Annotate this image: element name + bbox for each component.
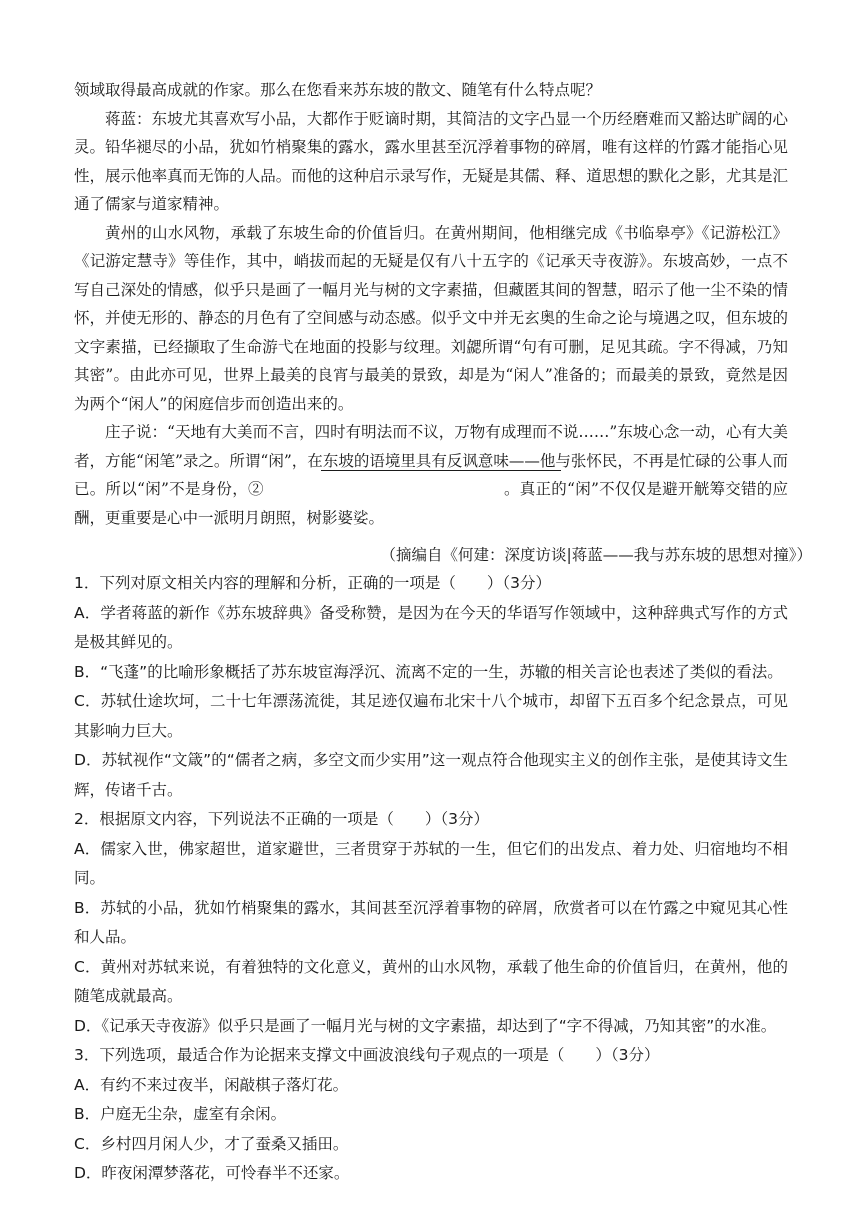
question-option: D．昨夜闲潭梦落花，可怜春半不还家。: [74, 1164, 350, 1182]
passage-paragraph: 领域取得最高成就的作家。那么在您看来苏东坡的散文、随笔有什么特点呢？: [74, 81, 602, 99]
question-option: C．乡村四月闲人少，才了蚕桑又插田。: [74, 1134, 349, 1153]
reading-passage: [74, 76, 788, 532]
passage-text: 庄子说：“天地有大美而不言，四时有明法而不议，万物有成理而不说……”东坡心念一动，心有大美者，方能“闲笔”录之。所谓“闲”，在东坡的语境里具有反讽意味——他与张怀民，不再是忙碌的公事人而已。所以“闲”不是身份，②: [74, 423, 788, 498]
question-option: A．学者蒋蓝的新作《苏东坡辞典》备受称赞，是因为在今天的华语写作领域中，这种辞典式写作的方式是极其鲜见的。: [74, 603, 788, 651]
answer-blank-line: [321, 470, 561, 471]
question-option: A．有约不来过夜半，闲敲棋子落灯花。: [74, 1075, 349, 1094]
passage-text: 。真正的“闲”不仅仅是避开觥筹交错的应酬，更重要是心中一派明月朗照，树影婆娑。: [74, 480, 788, 527]
passage-paragraph: 蒋蓝：东坡尤其喜欢写小品，大都作于贬谪时期，其简洁的文字凸显一个历经磨难而又豁达旷阔的心灵。铅华褪尽的小品，犹如竹梢聚集的露水，露水里甚至沉浮着事物的碎屑，唯有这样的竹露才能指心见性，展示他率真而无饰的人品。而他的这种启示录写作，无疑是其儒、释、道思想的默化之影，尤其是汇通了儒家与道家精神。: [74, 109, 788, 213]
question-list: [74, 569, 788, 1189]
passage-paragraph: 黄州的山水风物，承载了东坡生命的价值旨归。在黄州期间，他相继完成《书临皋亭》《记游松江》《记游定慧寺》等佳作，其中，峭拔而起的无疑是仅有八十五字的《记承天寺夜游》。东坡高妙，一点不写自己深处的情感，似乎只是画了一幅月光与树的文字素描，但藏匿其间的智慧，昭示了他一尘不染的情怀，并使无形的、静态的月色有了空间感与动态感。似乎文中并无玄奥的生命之论与境遇之叹，但东坡的文字素描，已经撷取了生命游弋在地面的投影与纹理。刘勰所谓“句有可删，足见其疏。字不得减，乃知其密”。由此亦可见，世界上最美的良宵与最美的景致，却是为“闲人”准备的；而最美的景致，竟然是因为两个“闲人”的闲庭信步而创造出来的。: [74, 223, 788, 413]
question-option: B．“飞蓬”的比喻形象概括了苏东坡宦海浮沉、流离不定的一生，苏辙的相关言论也表述了类似的看法。: [74, 662, 783, 681]
question-stem: 1．下列对原文相关内容的理解和分析，正确的一项是（ ）（3分）: [74, 574, 551, 592]
question-option: C．黄州对苏轼来说，有着独特的文化意义，黄州的山水风物，承载了他生命的价值旨归，在黄州，他的随笔成就最高。: [74, 957, 788, 1005]
question-option: A．儒家入世，佛家超世，道家避世，三者贯穿于苏轼的一生，但它们的出发点、着力处、归宿地均不相同。: [74, 839, 788, 887]
question-stem: 3．下列选项，最适合作为论据来支撑文中画波浪线句子观点的一项是（ ）（3分）: [74, 1046, 660, 1064]
question-option: D．《记承天寺夜游》似乎只是画了一幅月光与树的文字素描，却达到了“字不得减，乃知其密”的水准。: [74, 1016, 777, 1035]
passage-paragraph: [74, 418, 788, 532]
question-stem: 2．根据原文内容，下列说法不正确的一项是（ ）（3分）: [74, 810, 489, 828]
question-option: C．苏轼仕途坎坷，二十七年漂荡流徙，其足迹仅遍布北宋十八个城市，却留下五百多个纪念景点，可见其影响力巨大。: [74, 692, 788, 740]
question-option: D．苏轼视作“文箴”的“儒者之病，多空文而少实用”这一观点符合他现实主义的创作主张，是使其诗文生辉，传诸千古。: [74, 751, 788, 799]
source-citation: （摘编自《何建：深度访谈|蒋蓝——我与苏东坡的思想对撞》）: [380, 546, 812, 564]
question-option: B．苏轼的小品，犹如竹梢聚集的露水，其间甚至沉浮着事物的碎屑，欣赏者可以在竹露之中窥见其心性和人品。: [74, 898, 788, 946]
question-option: B．户庭无尘杂，虚室有余闲。: [74, 1105, 287, 1123]
